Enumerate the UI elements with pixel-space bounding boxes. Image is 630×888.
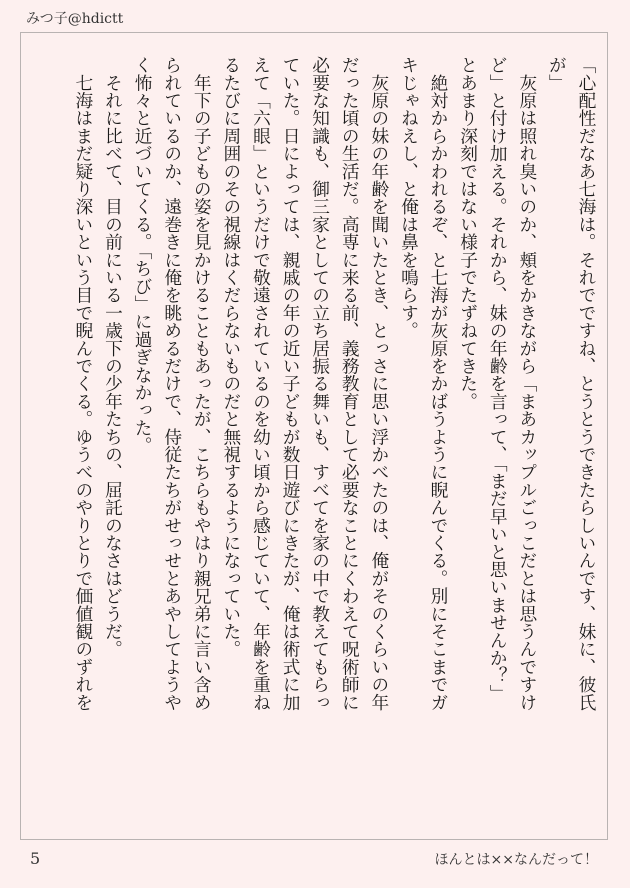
text-line: 年下の子どもの姿を見かけることもあったが、こちらもやはり親兄弟に言い含め	[191, 56, 212, 711]
vertical-body-text	[30, 56, 600, 834]
text-line: 必要な知識も、御三家としての立ち居振る舞いも、すべてを家の中で教えてもらっ	[309, 56, 330, 711]
text-line: 絶対からかわれるぞ、と七海が灰原をかばうように睨んでくる。別にそこまでガ	[428, 56, 449, 711]
author-handle: みつ子@hdictt	[26, 11, 124, 27]
text-line: それに比べて、目の前にいる一歳下の少年たちの、屈託のなさはどうだ。	[102, 56, 123, 658]
running-title: ほんとは××なんだって！	[434, 852, 598, 868]
text-line: 灰原は照れ臭いのか、頬をかきながら「まあカップルごっこだとは思うんですけ	[516, 56, 537, 711]
text-line: キじゃねえし、と俺は鼻を鳴らす。	[398, 56, 419, 340]
text-line: ていた。日によっては、親戚の年の近い子どもが数日遊びにきたが、俺は術式に加	[280, 56, 301, 711]
page-number: 5	[30, 849, 41, 868]
text-line: 灰原の妹の年齢を聞いたとき、とっさに思い浮かべたのは、俺がそのくらいの年	[368, 56, 389, 711]
text-line: く怖々と近づいてくる。「ちび」に過ぎなかった。	[132, 56, 153, 455]
text-line: られているのか、遠巻きに俺を眺めるだけで、侍従たちがせっせとあやしてようや	[161, 56, 182, 711]
text-line: えて「六眼」というだけで敬遠されているのを幼い頃から感じていて、年齢を重ね	[250, 56, 271, 711]
text-line: 七海はまだ疑り深いという目で睨んでくる。ゆうべのやりとりで価値観のずれを	[72, 56, 93, 711]
text-line: 「心配性だなあ七海は。それでですね、とうとうできたらしいんです、妹に、彼氏	[576, 56, 596, 711]
text-line: ど」と付け加える。それから、妹の年齢を言って、「まだ早いと思いませんか？」	[487, 56, 508, 703]
text-line: るたびに周囲のその視線はくだらないものだと無視するようになっていた。	[220, 56, 241, 658]
text-line: だった頃の生活だ。高専に来る前、義務教育として必要なことにくわえて呪術師に	[339, 56, 360, 711]
text-line: が」	[546, 56, 567, 92]
text-line: とあまり深刻ではない様子でたずねてきた。	[457, 56, 478, 410]
